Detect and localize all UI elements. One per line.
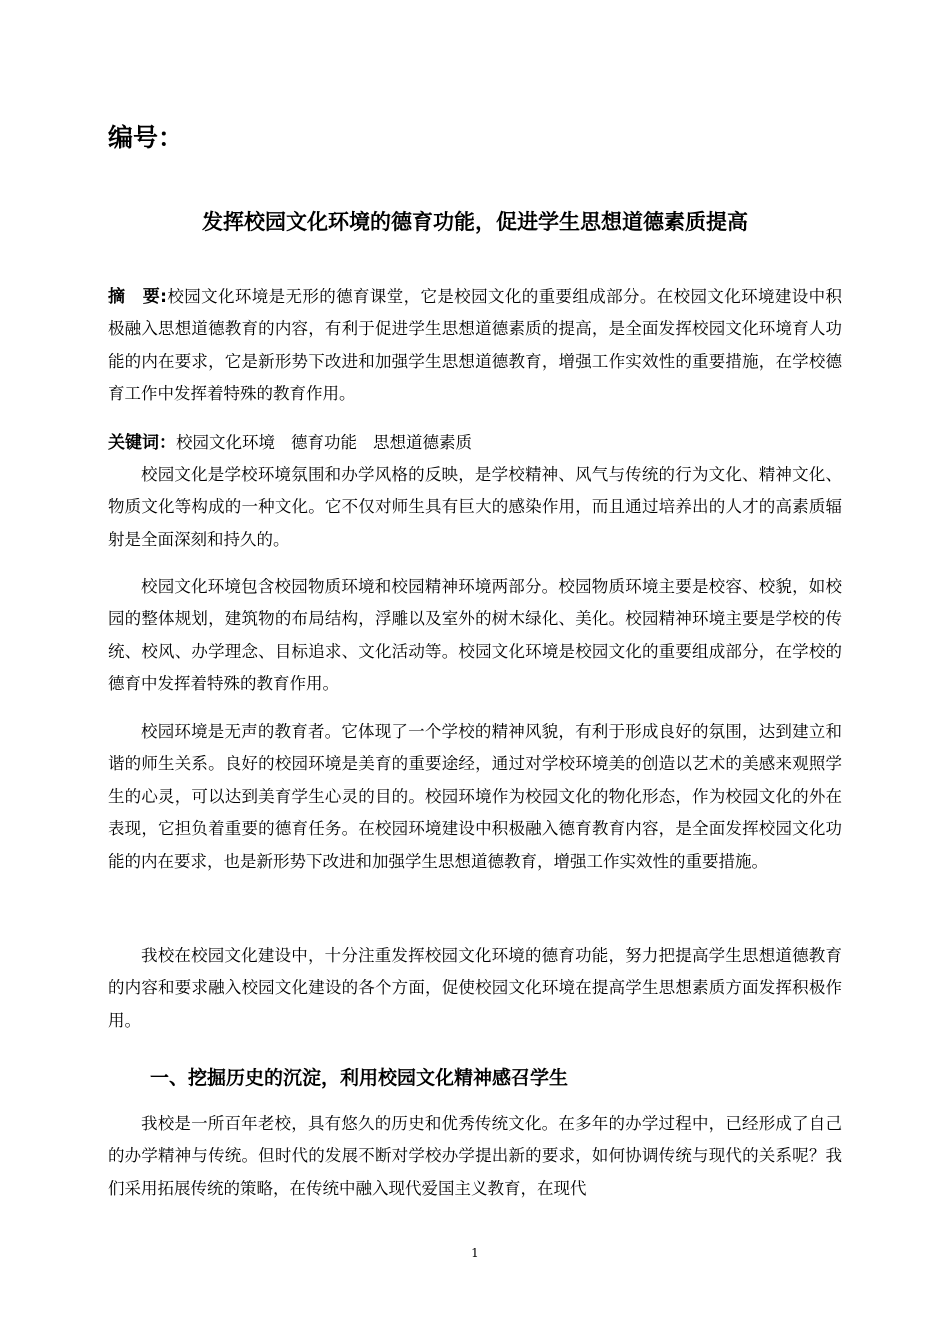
body-paragraph: 校园文化环境包含校园物质环境和校园精神环境两部分。校园物质环境主要是校容、校貌，如校园的整体规划，建筑物的布局结构，浮雕以及室外的树木绿化、美化。校园精神环境主要是学校的传统、校风、办学理念、目标追求、文化活动等。校园文化环境是校园文化的重要组成部分，在学校的德育中发挥着特殊的教育作用。: [108, 577, 842, 694]
page-number: 1: [471, 1246, 479, 1260]
section-heading: 一、挖掘历史的沉淀，利用校园文化精神感召学生: [150, 1067, 569, 1089]
document-number-label: 编号：: [108, 123, 184, 152]
keywords: [108, 427, 842, 459]
keyword-item: 校园文化环境: [176, 433, 275, 452]
keyword-item: 思想道德素质: [373, 433, 472, 452]
body-paragraph: 我校在校园文化建设中，十分注重发挥校园文化环境的德育功能，努力把提高学生思想道德教育的内容和要求融入校园文化建设的各个方面，促使校园文化环境在提高学生思想素质方面发挥积极作用。: [108, 946, 842, 1030]
body-paragraph: 校园文化是学校环境氛围和办学风格的反映，是学校精神、风气与传统的行为文化、精神文化、物质文化等构成的一种文化。它不仅对师生具有巨大的感染作用，而且通过培养出的人才的高素质辐射是全面深刻和持久的。: [108, 465, 842, 549]
body-paragraph: 校园环境是无声的教育者。它体现了一个学校的精神风貌，有利于形成良好的氛围，达到建立和谐的师生关系。良好的校园环境是美育的重要途经，通过对学校环境美的创造以艺术的美感来观照学生的心灵，可以达到美育学生心灵的目的。校园环境作为校园文化的物化形态，作为校园文化的外在表现，它担负着重要的德育任务。在校园环境建设中积极融入德育教育内容，是全面发挥校园文化功能的内在要求，也是新形势下改进和加强学生思想道德教育，增强工作实效性的重要措施。: [108, 722, 842, 871]
abstract-label: 摘 要:: [108, 287, 167, 307]
document-title: 发挥校园文化环境的德育功能，促进学生思想道德素质提高: [202, 210, 748, 234]
abstract-text: 校园文化环境是无形的德育课堂，它是校园文化的重要组成部分。在校园文化环境建设中积极融入思想道德教育的内容，有利于促进学生思想道德素质的提高，是全面发挥校园文化环境育人功能的内在要求，它是新形势下改进和加强学生思想道德教育，增强工作实效性的重要措施，在学校德育工作中发挥着特殊的教育作用。: [108, 287, 842, 404]
section-paragraph: 我校是一所百年老校，具有悠久的历史和优秀传统文化。在多年的办学过程中，已经形成了自己的办学精神与传统。但时代的发展不断对学校办学提出新的要求，如何协调传统与现代的关系呢？我们采用拓展传统的策略，在传统中融入现代爱国主义教育，在现代: [108, 1114, 842, 1198]
abstract: [108, 281, 842, 411]
keyword-item: 德育功能: [291, 433, 357, 452]
keywords-label: 关键词：: [108, 433, 176, 453]
